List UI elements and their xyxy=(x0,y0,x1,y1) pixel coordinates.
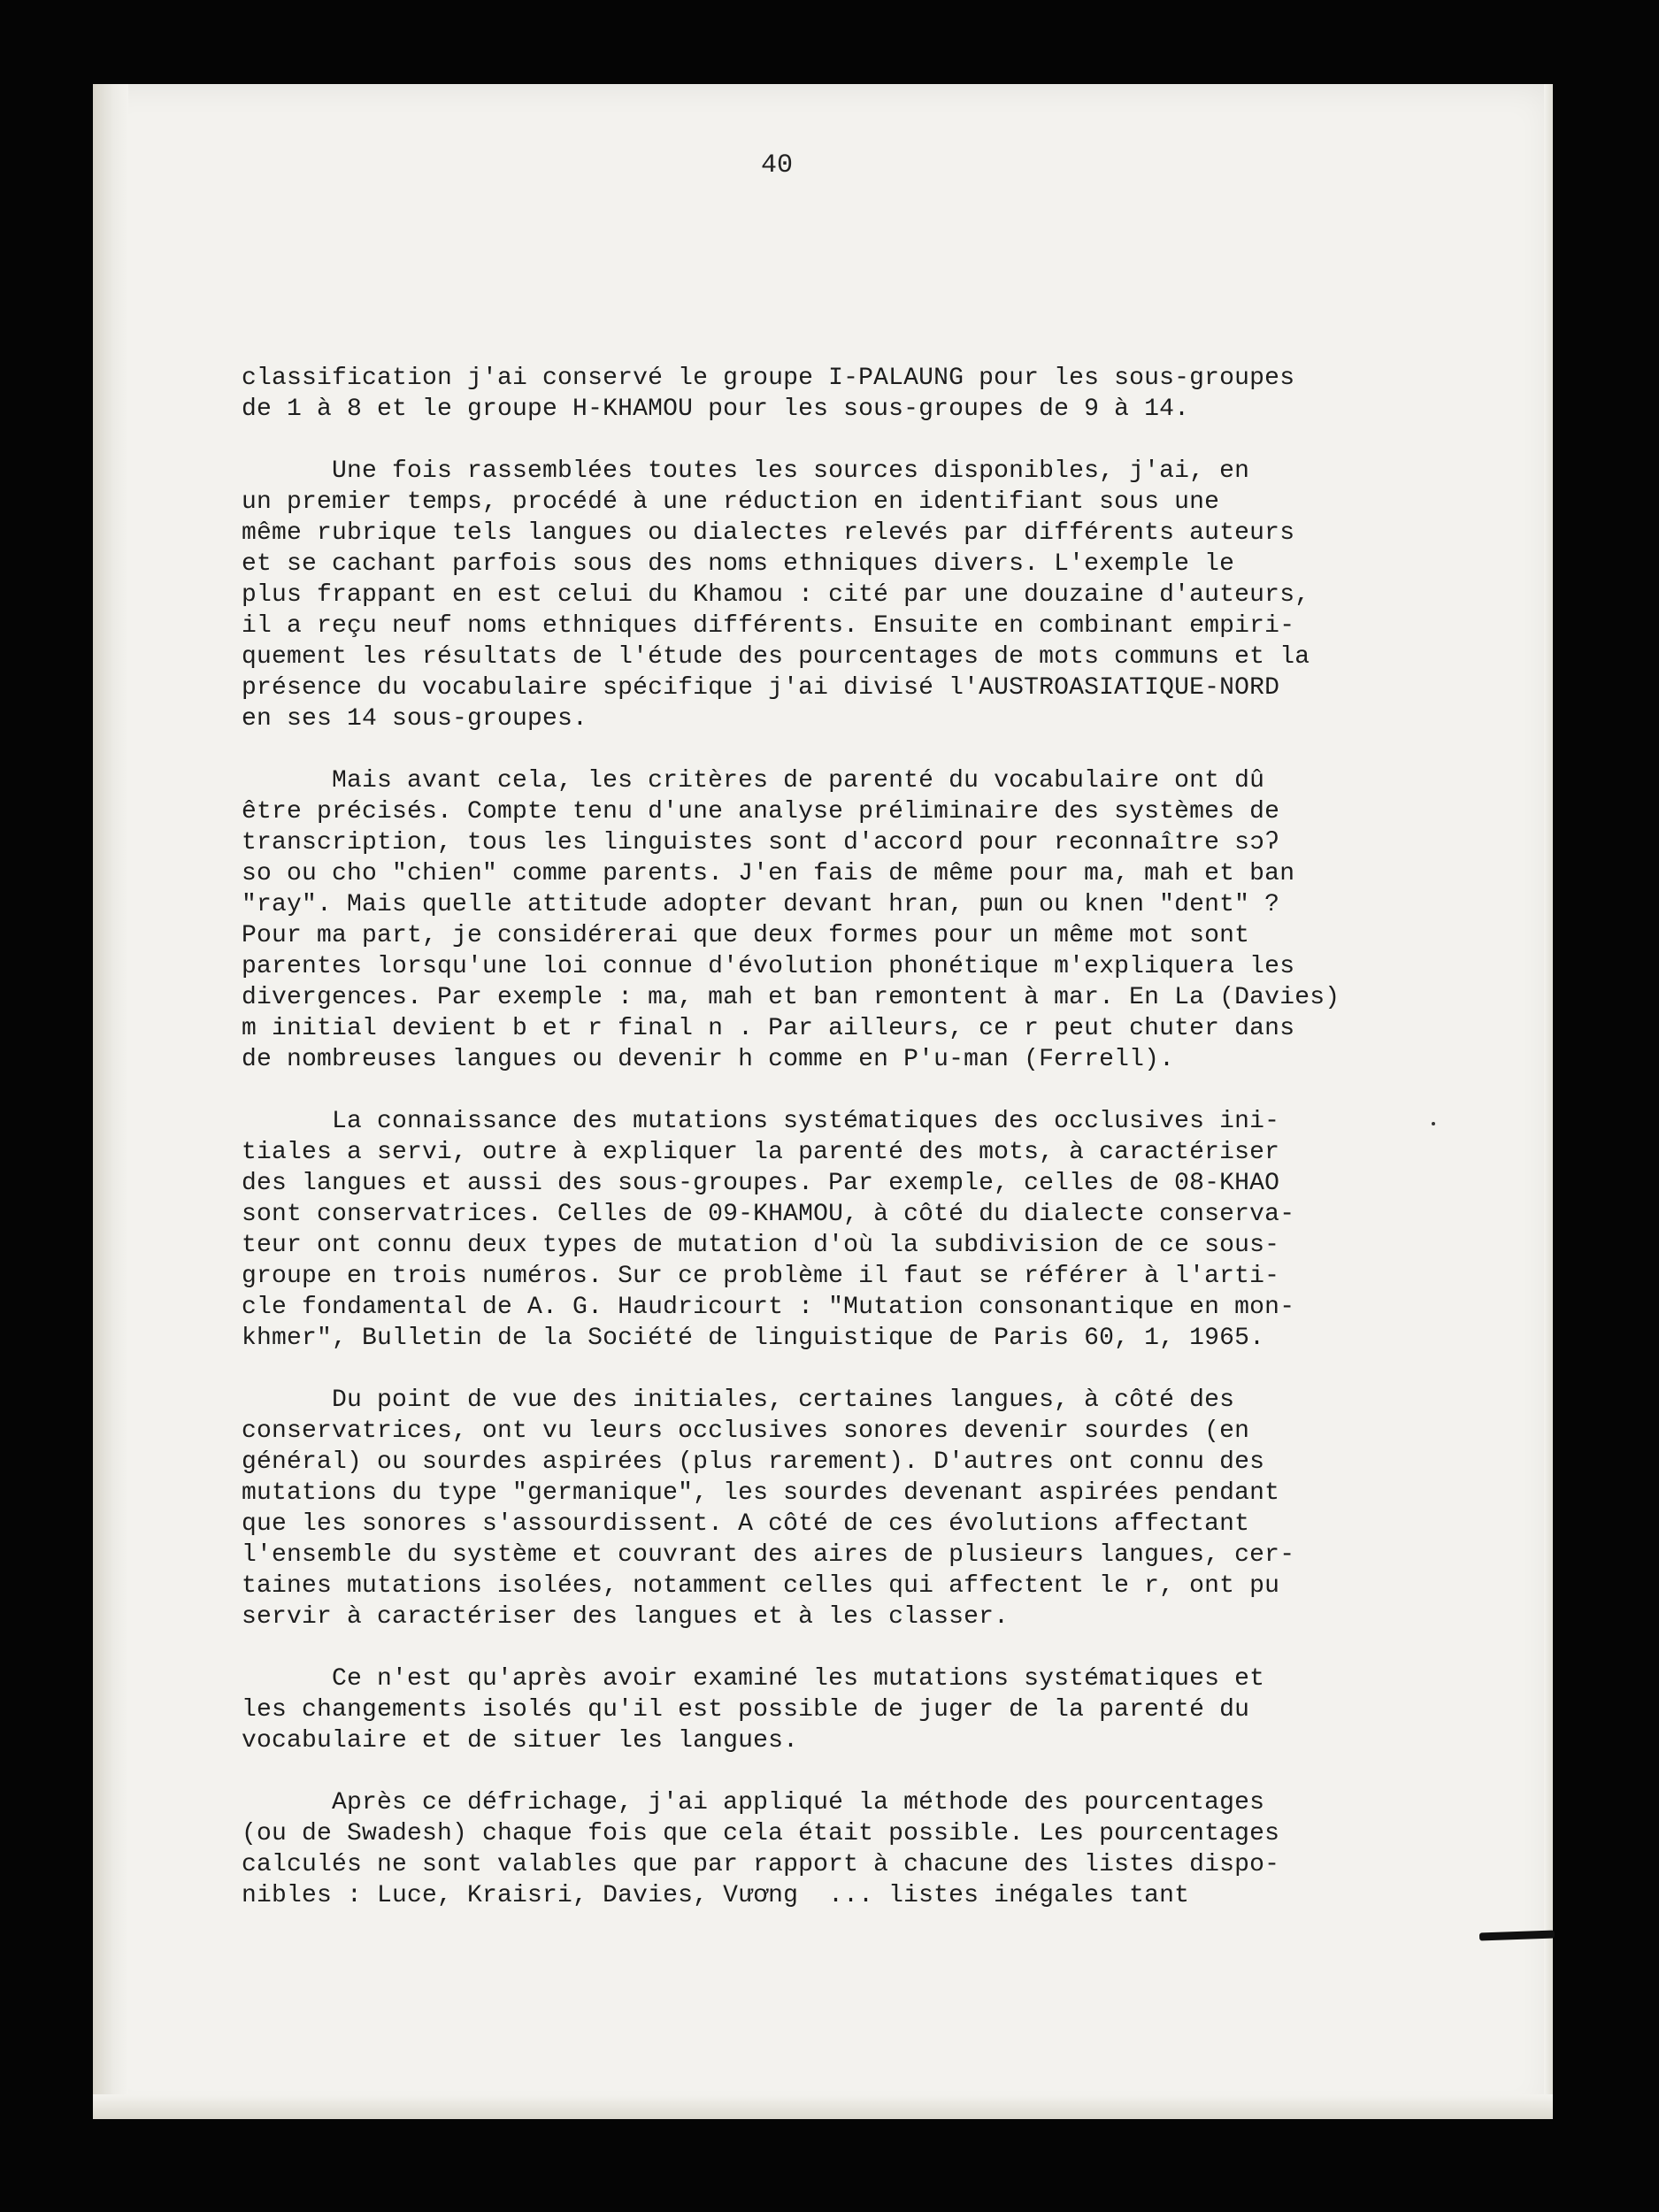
text-line: général) ou sourdes aspirées (plus rarement). D'autres ont connu des xyxy=(242,1448,1265,1476)
text-line: khmer", Bulletin de la Société de linguistique de Paris 60, 1, 1965. xyxy=(242,1325,1265,1352)
text-line: conservatrices, ont vu leurs occlusives sonores devenir sourdes (en xyxy=(242,1417,1250,1445)
paragraph xyxy=(242,1106,1392,1354)
text-line: plus frappant en est celui du Khamou : cité par une douzaine d'auteurs, xyxy=(242,581,1310,609)
text-line: l'ensemble du système et couvrant des aires de plusieurs langues, cer- xyxy=(242,1541,1295,1569)
text-line: en ses 14 sous-groupes. xyxy=(242,705,588,733)
paragraph xyxy=(242,1787,1392,1911)
text-line: so ou cho "chien" comme parents. J'en fais de même pour ma, mah et ban xyxy=(242,860,1295,887)
page-number: 40 xyxy=(761,150,794,180)
text-line: tiales a servi, outre à expliquer la parenté des mots, à caractériser xyxy=(242,1139,1280,1166)
text-line: que les sonores s'assourdissent. A côté de ces évolutions affectant xyxy=(242,1510,1250,1538)
text-line: Du point de vue des initiales, certaines langues, à côté des xyxy=(242,1386,1235,1414)
text-line: sont conservatrices. Celles de 09-KHAMOU, à côté du dialecte conserva- xyxy=(242,1201,1295,1228)
text-line: même rubrique tels langues ou dialectes relevés par différents auteurs xyxy=(242,519,1295,547)
text-line: m initial devient b et r final n . Par ailleurs, ce r peut chuter dans xyxy=(242,1015,1295,1042)
text-line: groupe en trois numéros. Sur ce problème il faut se référer à l'arti- xyxy=(242,1263,1280,1290)
stray-mark xyxy=(1432,1122,1435,1125)
text-line: transcription, tous les linguistes sont d'accord pour reconnaître sɔʔ xyxy=(242,829,1280,856)
text-line: cle fondamental de A. G. Haudricourt : "Mutation consonantique en mon- xyxy=(242,1294,1295,1321)
text-line: taines mutations isolées, notamment celles qui affectent le r, ont pu xyxy=(242,1572,1280,1600)
text-line: vocabulaire et de situer les langues. xyxy=(242,1727,799,1755)
text-line: servir à caractériser des langues et à les classer. xyxy=(242,1603,1010,1631)
page-bottom-edge xyxy=(93,2094,1553,2119)
text-line: Ce n'est qu'après avoir examiné les mutations systématiques et xyxy=(242,1665,1265,1693)
text-line: calculés ne sont valables que par rapport à chacune des listes dispo- xyxy=(242,1851,1280,1878)
text-line: parentes lorsqu'une loi connue d'évolution phonétique m'expliquera les xyxy=(242,953,1295,980)
text-line: Mais avant cela, les critères de parenté du vocabulaire ont dû xyxy=(242,767,1265,795)
text-line: (ou de Swadesh) chaque fois que cela était possible. Les pourcentages xyxy=(242,1820,1280,1847)
text-line: Une fois rassemblées toutes les sources disponibles, j'ai, en xyxy=(242,457,1250,485)
text-line: les changements isolés qu'il est possible de juger de la parenté du xyxy=(242,1696,1250,1724)
paragraph xyxy=(242,765,1392,1075)
text-line: "ray". Mais quelle attitude adopter devant hran, pɯn ou knen "dent" ? xyxy=(242,891,1280,918)
text-line: Après ce défrichage, j'ai appliqué la méthode des pourcentages xyxy=(242,1789,1265,1816)
text-line: mutations du type "germanique", les sourdes devenant aspirées pendant xyxy=(242,1479,1280,1507)
text-line: présence du vocabulaire spécifique j'ai divisé l'AUSTROASIATIQUE-NORD xyxy=(242,674,1280,702)
text-line: il a reçu neuf noms ethniques différents. Ensuite en combinant empiri- xyxy=(242,612,1295,640)
paragraph xyxy=(242,363,1392,425)
text-line: un premier temps, procédé à une réduction en identifiant sous une xyxy=(242,488,1220,516)
body-text xyxy=(242,363,1392,1942)
text-line: et se cachant parfois sous des noms ethniques divers. L'exemple le xyxy=(242,550,1235,578)
text-line: La connaissance des mutations systématiques des occlusives ini- xyxy=(242,1108,1280,1135)
text-line: quement les résultats de l'étude des pourcentages de mots communs et la xyxy=(242,643,1310,671)
paragraph xyxy=(242,1663,1392,1756)
text-line: classification j'ai conservé le groupe I-PALAUNG pour les sous-groupes xyxy=(242,365,1295,392)
paragraph xyxy=(242,1385,1392,1632)
page-binding-edge xyxy=(93,84,128,2119)
text-line: Pour ma part, je considérerai que deux formes pour un même mot sont xyxy=(242,922,1250,949)
text-line: de nombreuses langues ou devenir h comme en P'u-man (Ferrell). xyxy=(242,1046,1175,1073)
text-line: être précisés. Compte tenu d'une analyse préliminaire des systèmes de xyxy=(242,798,1280,826)
text-line: teur ont connu deux types de mutation d'où la subdivision de ce sous- xyxy=(242,1232,1280,1259)
text-line: divergences. Par exemple : ma, mah et ban remontent à mar. En La (Davies) xyxy=(242,984,1340,1011)
text-line: nibles : Luce, Kraisri, Davies, Vương ... listes inégales tant xyxy=(242,1882,1190,1909)
paragraph xyxy=(242,456,1392,734)
text-line: des langues et aussi des sous-groupes. Par exemple, celles de 08-KHAO xyxy=(242,1170,1280,1197)
text-line: de 1 à 8 et le groupe H-KHAMOU pour les sous-groupes de 9 à 14. xyxy=(242,396,1190,423)
page-right-edge xyxy=(1544,84,1553,2119)
